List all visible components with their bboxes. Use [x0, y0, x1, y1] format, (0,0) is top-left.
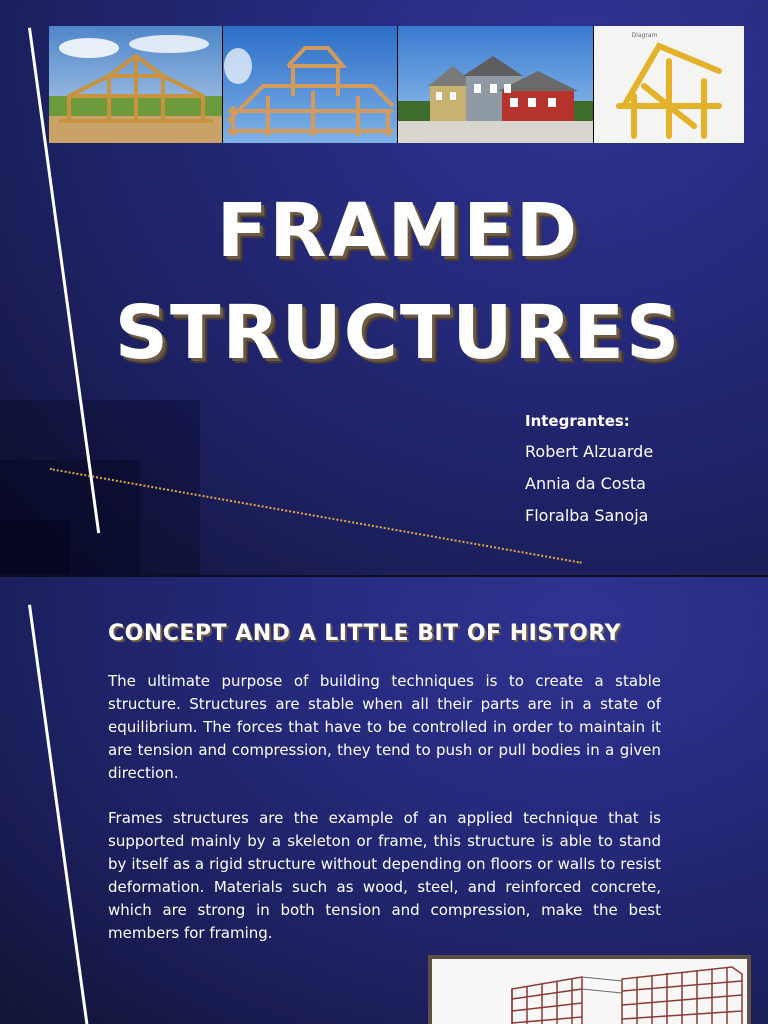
diagram-label: Diagram — [631, 32, 658, 39]
paragraph-1: The ultimate purpose of building techniques is to create a stable structure. Structures are stable when all their parts are in a state of equilibrium. The forces that have to be controlled in order to maintain it are tension and compression, they tend to push or pull bodies in a given direction. — [108, 672, 661, 782]
paragraph-2: Frames structures are the example of an applied technique that is supported mainly by a skeleton or frame, this structure is able to stand by itself as a rigid structure without depending on floors or walls to resist deformation. Materials such as wood, steel, and reinforced concrete, which are strong in both tension and compression, make the best members for framing. — [108, 809, 661, 942]
decorative-white-line — [28, 605, 91, 1024]
photo-strip — [49, 26, 744, 143]
title-line-2: STRUCTURES — [114, 290, 682, 376]
timber-tower-frame-photo — [223, 26, 397, 143]
steel-frame-building-photo — [428, 955, 751, 1024]
houses-photo — [398, 26, 594, 143]
members-heading: Integrantes: — [525, 412, 630, 430]
member-name: Robert Alzuarde — [525, 442, 654, 461]
member-name: Floralba Sanoja — [525, 506, 649, 525]
section-heading: CONCEPT AND A LITTLE BIT OF HISTORY — [108, 621, 622, 646]
content-slide — [0, 577, 768, 1024]
shadow-square — [0, 520, 70, 577]
members-block — [525, 412, 653, 538]
title-line-1: FRAMED — [216, 188, 580, 274]
timber-barn-frame-photo — [49, 26, 223, 143]
timber-joint-diagram-photo — [594, 26, 744, 143]
member-name: Annia da Costa — [525, 474, 646, 493]
